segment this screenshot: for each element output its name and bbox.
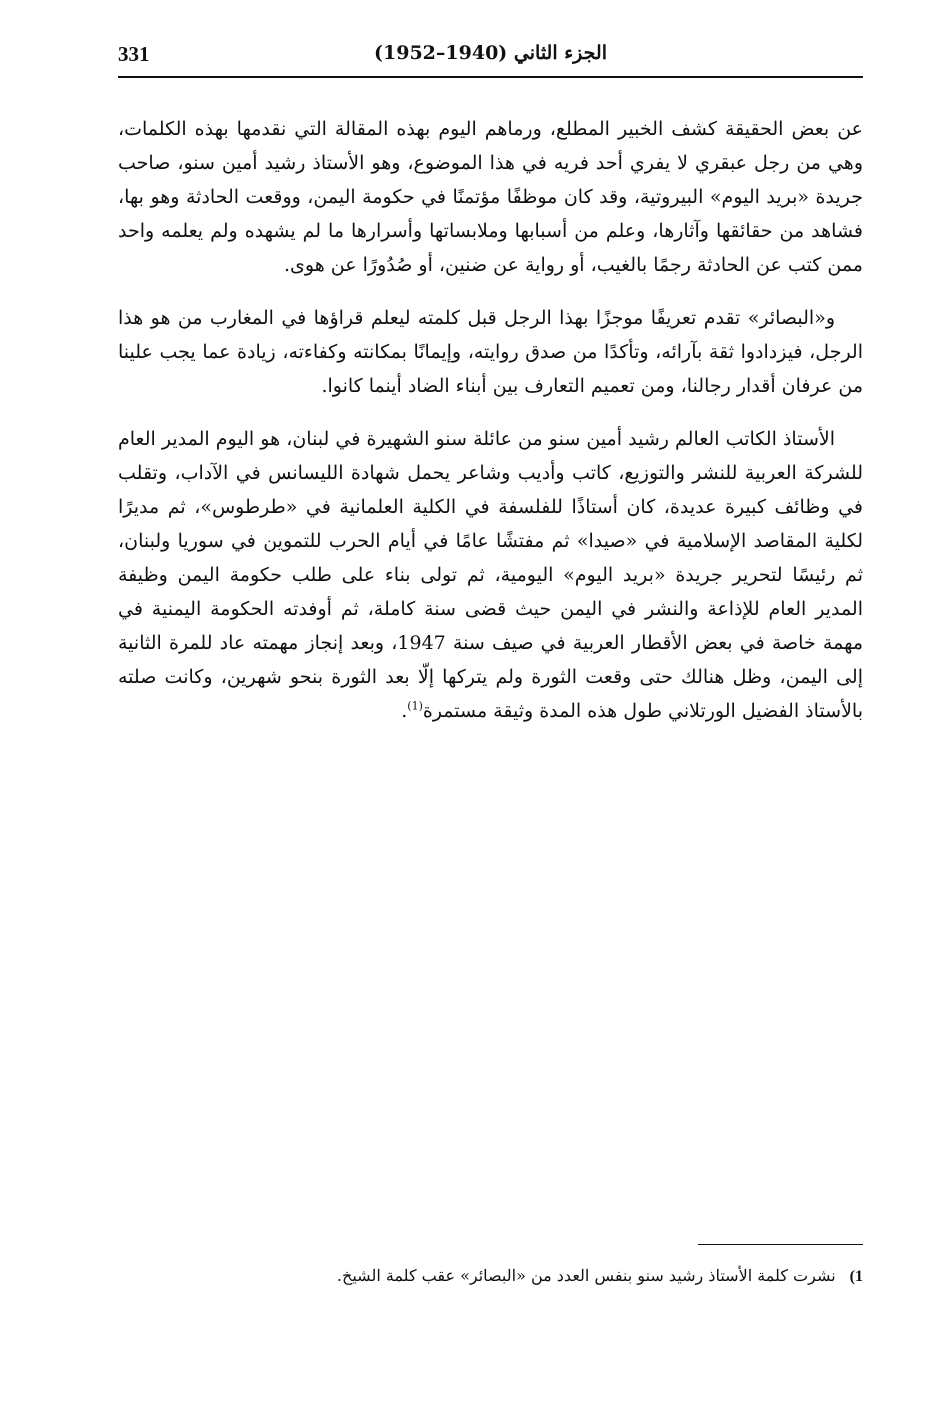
page-number: 331	[118, 42, 150, 66]
paragraph	[118, 422, 863, 728]
footnote-separator	[698, 1244, 863, 1245]
page-header	[118, 40, 863, 78]
paragraph-text: الأستاذ الكاتب العالم رشيد أمين سنو من عائلة سنو الشهيرة في لبنان، هو اليوم المدير العام للشركة العربية للنشر والتوزيع، كاتب وأديب وشاعر يحمل شهادة الليسانس في الآداب، وتقلب في وظائف كبيرة عديدة، كان أستاذًا للفلسفة في الكلية العلمانية في «طرطوس»، ثم مديرًا لكلية المقاصد الإسلامية في «صيدا» ثم مفتشًا عامًا في أيام الحرب للتموين في سوريا ولبنان، ثم رئيسًا لتحرير جريدة «بريد اليوم» اليومية، ثم تولى بناء على طلب حكومة اليمن وظيفة المدير العام للإذاعة والنشر في اليمن حيث قضى سنة كاملة، ثم أوفدته الحكومة اليمنية في مهمة خاصة في بعض الأقطار العربية في صيف سنة 1947، وبعد إنجاز مهمته عاد للمرة الثانية إلى اليمن، وظل هنالك حتى وقعت الثورة ولم يتركها إلّا بعد الثورة بنحو شهرين، وكانت صلته بالأستاذ الفضيل الورتلاني طول هذه المدة وثيقة مستمرة	[118, 428, 864, 722]
running-title: الجزء الثاني (1940–1952)	[374, 42, 607, 64]
footnote-text: نشرت كلمة الأستاذ رشيد سنو بنفس العدد من «البصائر» عقب كلمة الشيخ.	[336, 1266, 836, 1285]
main-text	[118, 112, 863, 747]
footnote-marker: 1)	[849, 1268, 863, 1285]
paragraph: عن بعض الحقيقة كشف الخبير المطلع، ورماهم اليوم بهذه المقالة التي نقدمها بهذه الكلمات، وهي من رجل عبقري لا يفري أحد فريه في هذا الموضوع، وهو الأستاذ رشيد أمين سنو، صاحب جريدة «بريد اليوم» البيروتية، وقد كان موظفًا مؤتمنًا في حكومة اليمن، ووقعت الحادثة وهو بها، فشاهد من حقائقها وآثارها، وعلم من أسبابها وملابساتها وأسرارها ما لم يشهده ولم يعلمه واحد ممن كتب عن الحادثة رجمًا بالغيب، أو رواية عن ضنين، أو صُدُورًا عن هوى.	[118, 118, 863, 276]
footnote	[118, 1263, 863, 1290]
footnote-reference: (1)	[407, 699, 423, 713]
paragraph-end-punctuation: .	[401, 700, 408, 722]
paragraph: و«البصائر» تقدم تعريفًا موجزًا بهذا الرجل قبل كلمته ليعلم قراؤها في المغارب من هو هذا الرجل، فيزدادوا ثقة بآرائه، وتأكدًا من صدق روايته، وإيمانًا بمكانته وكفاءته، زيادة عما يجب علينا من عرفان أقدار رجالنا، ومن تعميم التعارف بين أبناء الضاد أينما كانوا.	[118, 307, 863, 397]
